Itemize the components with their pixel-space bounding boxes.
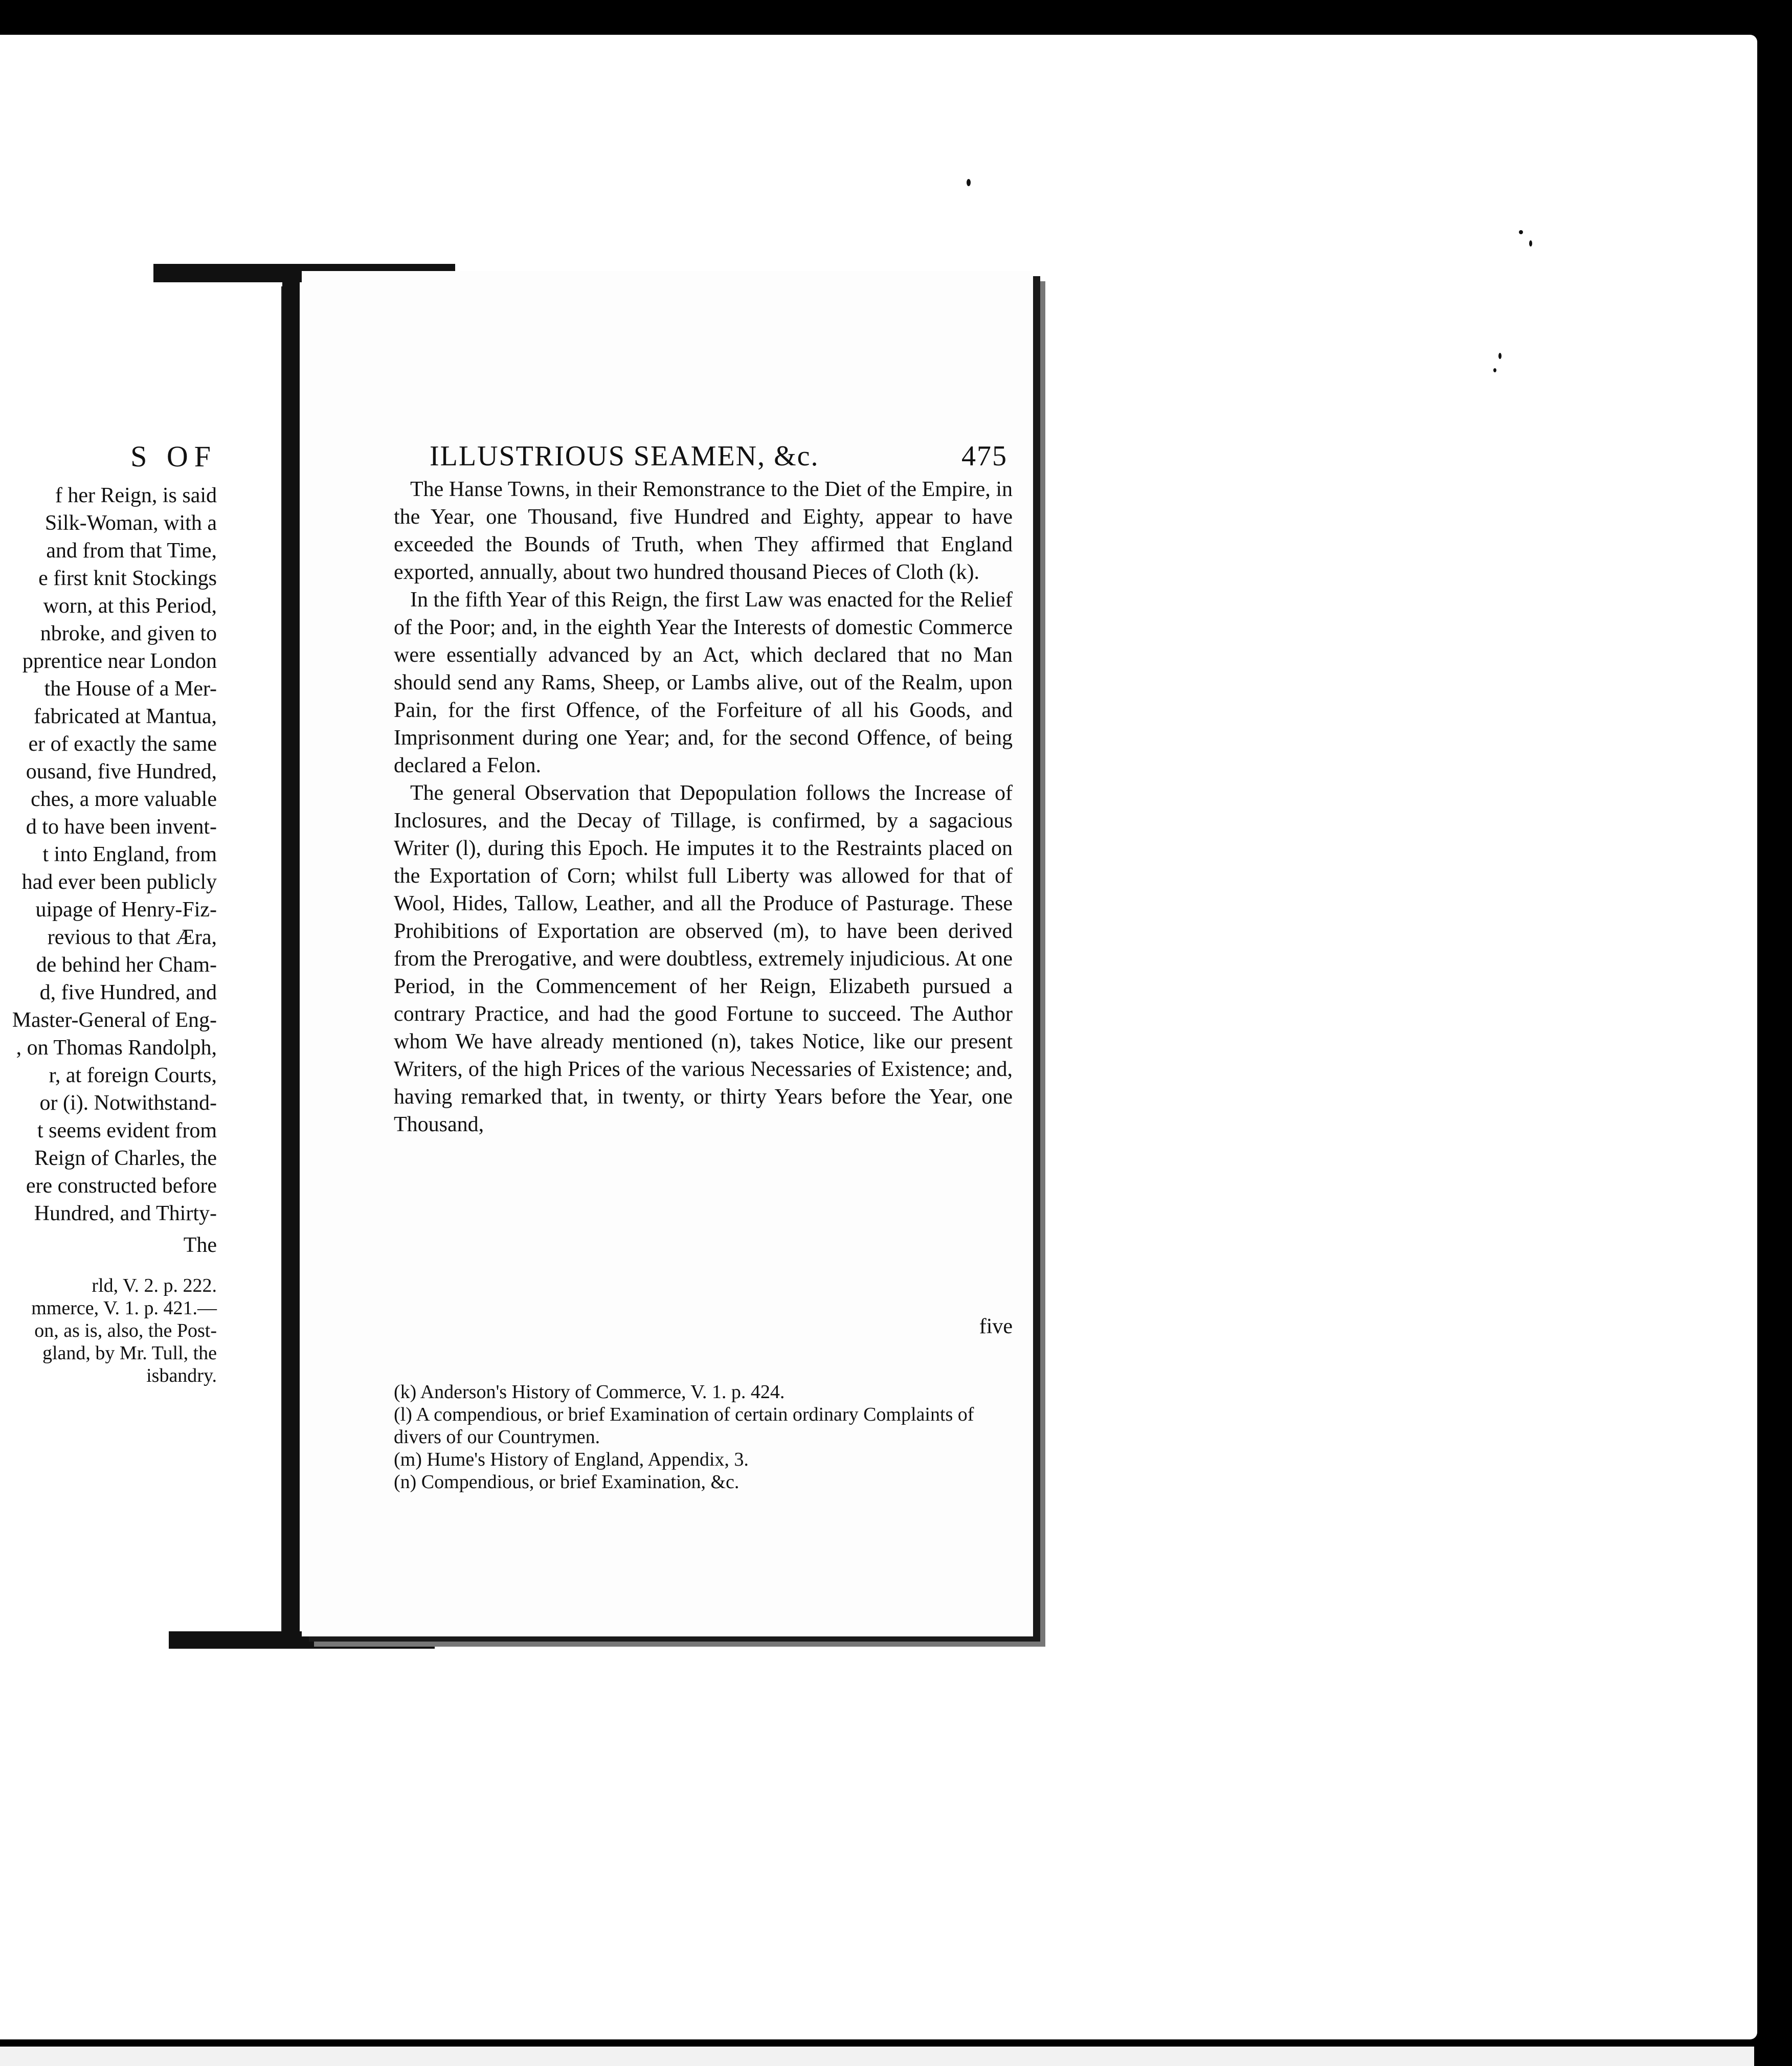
left-page [0,286,284,1636]
left-footnote: isbandry. [146,1365,217,1386]
footnote: (l) A compendious, or brief Examination of certain ordinary Complaints of divers of our Countrymen. [394,1404,974,1448]
scan-speck [1529,240,1532,246]
running-head [430,440,1007,473]
scan-speck [1493,368,1496,372]
left-text-line: d to have been invent- [26,815,217,839]
catchword: five [979,1315,1013,1338]
left-text-line: ousand, five Hundred, [26,760,217,783]
left-text-line: revious to that Æra, [47,926,217,949]
footnote: (n) Compendious, or brief Examination, &c. [394,1471,740,1493]
left-text-line: d, five Hundred, and [39,981,217,1004]
left-footnote: rld, V. 2. p. 222. [92,1275,217,1296]
left-text-line: Silk-Woman, with a [44,511,217,535]
left-text-line: , on Thomas Randolph, [16,1036,217,1060]
left-text-line: Reign of Charles, the [34,1147,217,1170]
left-text-line: e first knit Stockings [38,567,217,590]
scan-speck [967,179,971,186]
left-text-line: uipage of Henry-Fiz- [35,898,217,922]
next-frame-edge [0,2047,1754,2066]
running-head-title: ILLUSTRIOUS SEAMEN, &c. [430,440,819,472]
left-text-line: f her Reign, is said [55,484,217,507]
left-text-line: ches, a more valuable [31,788,217,811]
left-text-line: nbroke, and given to [40,622,217,645]
left-text-line: t seems evident from [37,1119,217,1142]
left-running-head: S OF [130,440,217,473]
body-text [394,476,1013,1138]
left-text-line: de behind her Cham- [36,953,217,977]
left-footnotes [0,1274,217,1387]
left-text-line: fabricated at Mantua, [34,705,217,728]
left-footnote: on, as is, also, the Post- [34,1320,217,1341]
left-text-line: pprentice near London [22,649,217,673]
left-text-line: and from that Time, [46,539,217,563]
paragraph: In the fifth Year of this Reign, the first Law was enacted for the Relief of the Poor; and, in the eighth Year the Interests of domestic Commerce were essentially advanced by an Act, which declared that no Man should send any Rams, Sheep, or Lambs alive, out of the Realm, upon Pain, for the first Offence, of the Forfeiture of all his Goods, and Imprisonment during one Year; and, for the second Offence, of being declared a Felon. [394,588,1013,777]
paragraph: The Hanse Towns, in their Remonstrance to the Diet of the Empire, in the Year, one Thousand, five Hundred and Eighty, appear to have exceeded the Bounds of Truth, when They affirmed that England exported, annually, about two hundred thousand Pieces of Cloth (k). [394,478,1013,584]
left-text-line: Master-General of Eng- [12,1008,217,1032]
footnotes [394,1381,1018,1493]
left-catchword: The [183,1233,217,1257]
left-footnote: mmerce, V. 1. p. 421.— [31,1297,217,1319]
left-text-line: ere constructed before [26,1174,217,1198]
left-text-line: t into England, from [42,843,217,866]
left-text-line: had ever been publicly [21,870,217,894]
left-text-line: er of exactly the same [28,732,217,756]
left-text-line: r, at foreign Courts, [49,1064,217,1087]
left-footnote: gland, by Mr. Tull, the [42,1342,217,1364]
right-page [302,271,1033,1636]
footnote: (k) Anderson's History of Commerce, V. 1. p. 424. [394,1381,785,1403]
paragraph: The general Observation that Depopulation follows the Increase of Inclosures, and the Decay of Tillage, is confirmed, by a sagacious Writer (l), during this Epoch. He imputes it to the Restraints placed on the Exportation of Corn; whilst full Liberty was allowed for that of Wool, Hides, Tallow, Leather, and all the Produce of Pasturage. These Prohibitions of Exportation are observed (m), to have been derived from the Prerogative, and were doubtless, extremely injudicious. At one Period, in the Commencement of her Reign, Elizabeth pursued a contrary Practice, and had the good Fortune to succeed. The Author whom We have already mentioned (n), takes Notice, like our present Writers, of the high Prices of the various Necessaries of Existence; and, having remarked that, in twenty, or thirty Years before the Year, one Thousand, [394,781,1013,1136]
left-page-text [0,286,217,1387]
scan-speck [1519,230,1523,234]
footnote: (m) Hume's History of England, Appendix, 3. [394,1449,749,1470]
left-text-line: Hundred, and Thirty- [34,1202,217,1225]
page-number: 475 [961,440,1007,472]
left-page-lines [0,482,217,1227]
left-text-line: worn, at this Period, [43,594,217,618]
scan-speck [1498,353,1502,359]
left-text-line: or (i). Notwithstand- [39,1091,217,1115]
book-gutter [282,266,300,1647]
left-text-line: the House of a Mer- [44,677,217,701]
